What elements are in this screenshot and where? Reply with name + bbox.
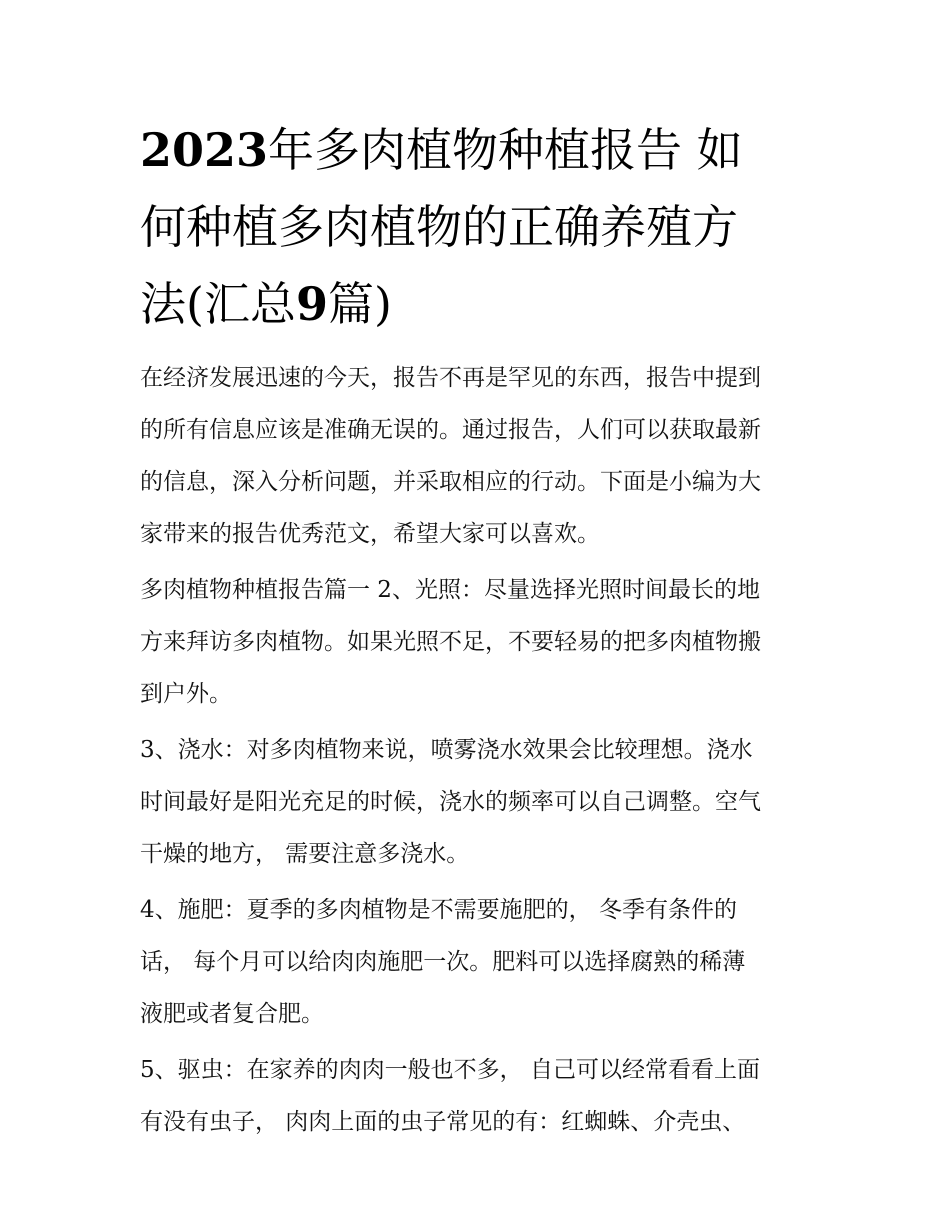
text-line: 方来拜访多肉植物。如果光照不足，不要轻易的把多肉植物搬 xyxy=(140,629,761,655)
title-text: 年多肉植物种植报告 如 xyxy=(268,123,743,177)
title-line xyxy=(140,189,820,266)
intro-paragraph xyxy=(140,352,820,560)
text-line: 的信息，深入分析问题，并采取相应的行动。下面是小编为大 xyxy=(140,469,761,495)
text-line: 液肥或者复合肥。 xyxy=(140,1001,324,1027)
lighting-paragraph xyxy=(140,564,820,720)
text-line: 到户外。 xyxy=(140,681,232,707)
title-line xyxy=(140,112,820,189)
text-line: 干燥的地方， 需要注意多浇水。 xyxy=(140,841,470,867)
text-line: 3、浇水：对多肉植物来说，喷雾浇水效果会比较理想。浇水 xyxy=(140,737,753,763)
fertilizing-paragraph xyxy=(140,884,820,1040)
text-line: 有没有虫子， 肉肉上面的虫子常见的有：红蜘蛛、介壳虫、 xyxy=(140,1109,746,1135)
text-line: 在经济发展迅速的今天，报告不再是罕见的东西，报告中提到 xyxy=(140,365,761,391)
text-line: 的所有信息应该是准确无误的。通过报告，人们可以获取最新 xyxy=(140,417,761,443)
title-text: 篇) xyxy=(327,277,392,331)
text-line: 时间最好是阳光充足的时候，浇水的频率可以自己调整。空气 xyxy=(140,789,761,815)
title-year: 2023 xyxy=(140,123,269,177)
text-line: 4、施肥：夏季的多肉植物是不需要施肥的， 冬季有条件的 xyxy=(140,897,737,923)
title-text: 何种植多肉植物的正确养殖方 xyxy=(140,200,738,254)
text-line: 家带来的报告优秀范文，希望大家可以喜欢。 xyxy=(140,521,600,547)
pest-control-paragraph xyxy=(140,1044,820,1148)
document-title xyxy=(140,112,820,343)
title-line xyxy=(140,266,820,343)
text-line: 多肉植物种植报告篇一 2、光照：尽量选择光照时间最长的地 xyxy=(140,577,760,603)
document-body xyxy=(140,352,820,1152)
title-text: 法(汇总 xyxy=(140,277,296,331)
watering-paragraph xyxy=(140,724,820,880)
title-count: 9 xyxy=(295,277,328,331)
text-line: 话， 每个月可以给肉肉施肥一次。肥料可以选择腐熟的稀薄 xyxy=(140,949,746,975)
text-line: 5、驱虫：在家养的肉肉一般也不多， 自己可以经常看看上面 xyxy=(140,1057,760,1083)
